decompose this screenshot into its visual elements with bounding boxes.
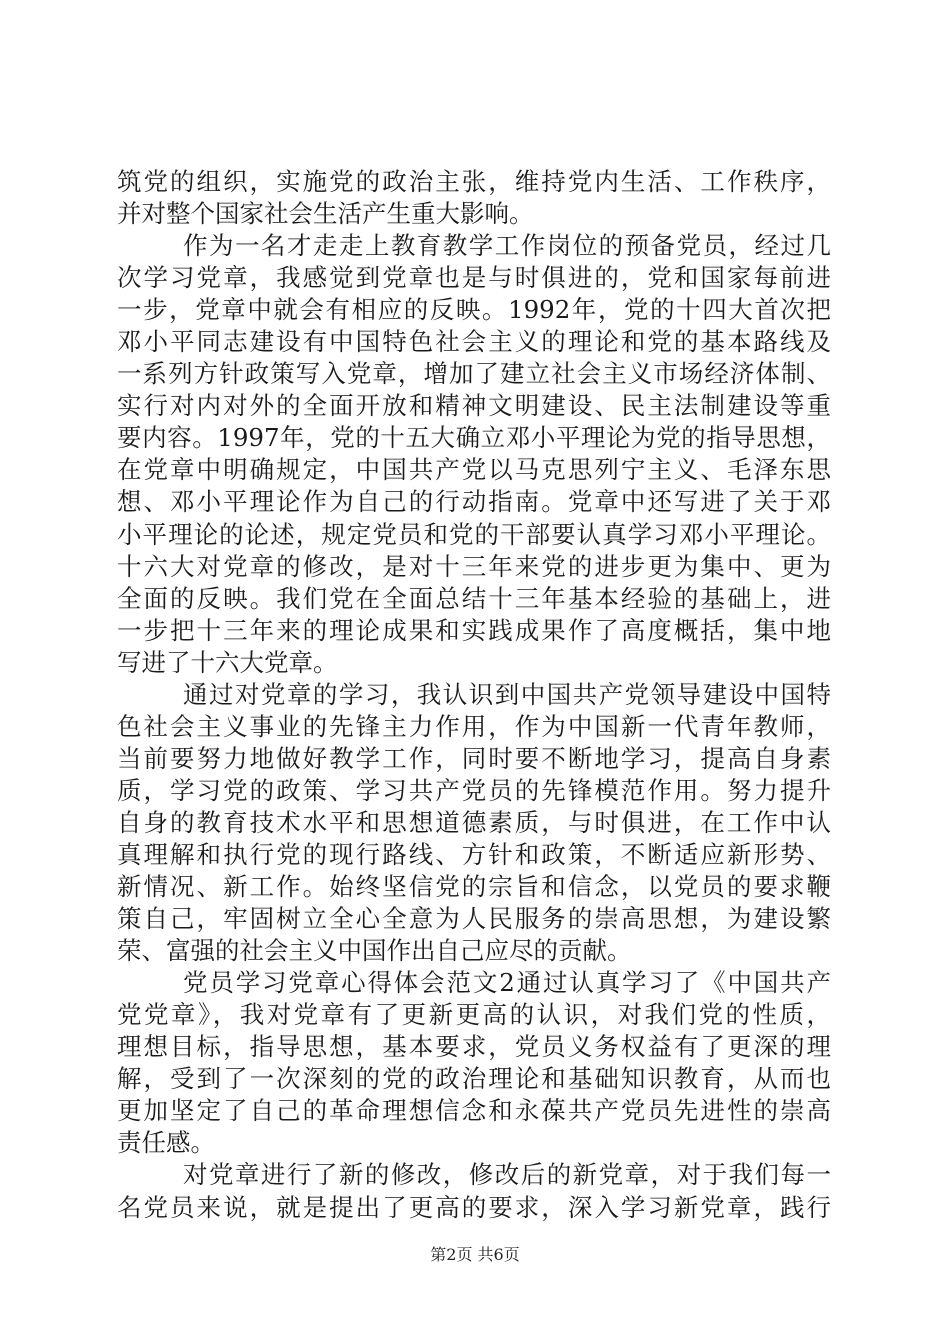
page-footer: [0, 1245, 950, 1265]
text-line: 荣、富强的社会主义中国作出自己应尽的贡献。: [117, 936, 632, 966]
text-line: 责任感。: [117, 1128, 215, 1158]
text-line: 在党章中明确规定，中国共产党以马克思列宁主义、毛泽东思: [117, 455, 831, 485]
text-line: 并对整个国家社会生活产生重大影响。: [117, 199, 534, 229]
text-line: 新情况、新工作。始终坚信党的宗旨和信念，以党员的要求鞭: [117, 872, 831, 902]
text-line: 当前要努力地做好教学工作，同时要不断地学习，提高自身素: [117, 743, 831, 773]
text-line: 小平理论的论述，规定党员和党的干部要认真学习邓小平理论。: [117, 519, 831, 549]
text-line: 想、邓小平理论作为自己的行动指南。党章中还写进了关于邓: [117, 487, 831, 517]
text-line: 党员学习党章心得体会范文2通过认真学习了《中国共产: [183, 968, 831, 998]
text-line: 解，受到了一次深刻的党的政治理论和基础知识教育，从而也: [117, 1064, 831, 1094]
text-line: 通过对党章的学习，我认识到中国共产党领导建设中国特: [183, 679, 831, 709]
page-number-label: 第2页 共6页: [430, 1245, 520, 1264]
text-line: 写进了十六大党章。: [117, 647, 338, 677]
text-line: 自身的教育技术水平和思想道德素质，与时俱进，在工作中认: [117, 807, 831, 837]
text-line: 十六大对党章的修改，是对十三年来党的进步更为集中、更为: [117, 551, 831, 581]
text-line: 名党员来说，就是提出了更高的要求，深入学习新党章，践行: [117, 1192, 831, 1222]
text-line: 质，学习党的政策、学习共产党员的先锋模范作用。努力提升: [117, 775, 831, 805]
text-line: 实行对内对外的全面开放和精神文明建设、民主法制建设等重: [117, 391, 831, 421]
text-line: 更加坚定了自己的革命理想信念和永葆共产党员先进性的崇高: [117, 1096, 831, 1126]
text-line: 一系列方针政策写入党章，增加了建立社会主义市场经济体制、: [117, 359, 831, 389]
text-line: 理想目标，指导思想，基本要求，党员义务权益有了更深的理: [117, 1032, 831, 1062]
text-line: 全面的反映。我们党在全面总结十三年基本经验的基础上，进: [117, 583, 831, 613]
text-line: 一步把十三年来的理论成果和实践成果作了高度概括，集中地: [117, 615, 831, 645]
text-line: 邓小平同志建设有中国特色社会主义的理论和党的基本路线及: [117, 327, 831, 357]
text-line: 次学习党章，我感觉到党章也是与时俱进的，党和国家每前进: [117, 263, 831, 293]
text-line: 一步，党章中就会有相应的反映。1992年，党的十四大首次把: [117, 295, 831, 325]
text-line: 真理解和执行党的现行路线、方针和政策，不断适应新形势、: [117, 839, 831, 869]
document-body: [117, 166, 831, 1224]
text-line: 策自己，牢固树立全心全意为人民服务的崇高思想，为建设繁: [117, 904, 831, 934]
text-line: 筑党的组织，实施党的政治主张，维持党内生活、工作秩序，: [117, 167, 831, 196]
text-line: 作为一名才走走上教育教学工作岗位的预备党员，经过几: [183, 231, 831, 261]
text-line: 要内容。1997年，党的十五大确立邓小平理论为党的指导思想，: [117, 423, 831, 453]
text-line: 色社会主义事业的先锋主力作用，作为中国新一代青年教师，: [117, 711, 831, 741]
text-line: 党党章》，我对党章有了更新更高的认识，对我们党的性质，: [117, 1000, 831, 1030]
text-line: 对党章进行了新的修改，修改后的新党章，对于我们每一: [183, 1160, 831, 1190]
